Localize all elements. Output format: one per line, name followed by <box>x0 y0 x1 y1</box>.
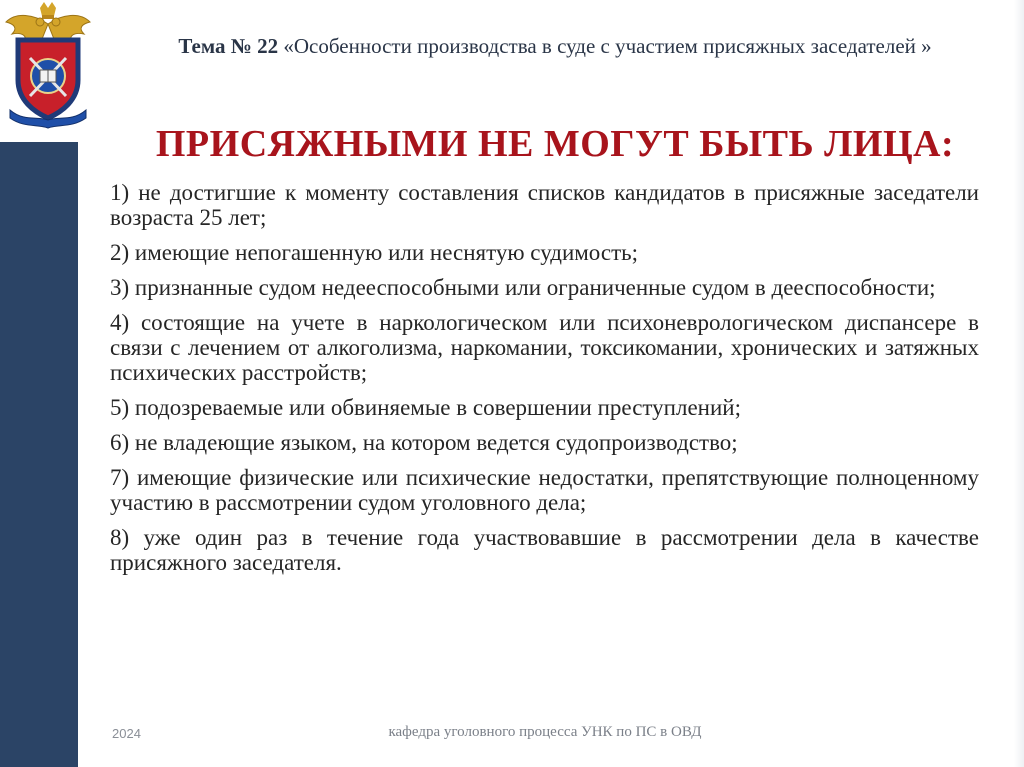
restriction-list <box>110 180 979 585</box>
side-bar-decoration <box>0 142 78 767</box>
topic-title <box>130 34 980 59</box>
list-item: 6) не владеющие языком, на котором ведется судопроизводство; <box>110 430 738 455</box>
list-item: 8) уже один раз в течение года участвовавшие в рассмотрении дела в качестве присяжного заседателя. <box>110 525 979 575</box>
right-edge-decoration <box>1014 0 1024 767</box>
topic-number: Тема № 22 <box>178 34 279 58</box>
footer-department: кафедра уголовного процесса УНК по ПС в ОВД <box>388 724 702 740</box>
list-item: 4) состоящие на учете в наркологическом или психоневрологическом диспансере в связи с лечением от алкоголизма, наркомании, токсикомании, хронических и затяжных психических расстройств; <box>110 310 979 385</box>
list-item: 7) имеющие физические или психические недостатки, препятствующие полноценному участию в рассмотрении судом уголовного дела; <box>110 465 979 515</box>
list-item: 2) имеющие непогашенную или неснятую судимость; <box>110 240 639 265</box>
main-heading: ПРИСЯЖНЫМИ НЕ МОГУТ БЫТЬ ЛИЦА: <box>155 123 955 165</box>
footer-year: 2024 <box>112 726 141 741</box>
topic-name: «Особенности производства в суде с участием присяжных заседателей » <box>278 34 932 58</box>
list-item: 5) подозреваемые или обвиняемые в совершении преступлений; <box>110 395 741 420</box>
eagle-emblem-icon <box>4 2 92 130</box>
list-item: 3) признанные судом недееспособными или ограниченные судом в дееспособности; <box>110 275 936 300</box>
list-item: 1) не достигшие к моменту составления списков кандидатов в присяжные заседатели возраста 25 лет; <box>110 180 979 230</box>
